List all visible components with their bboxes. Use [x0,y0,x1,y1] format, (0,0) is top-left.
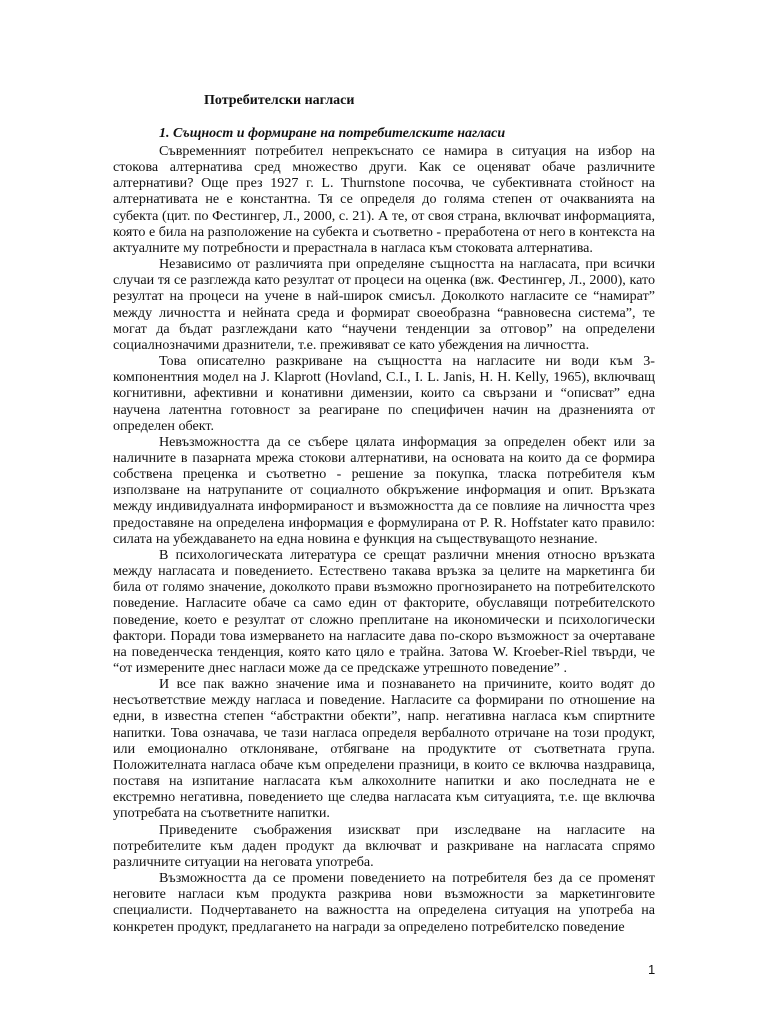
section-heading: 1. Същност и формиране на потребителските нагласи [159,126,506,141]
paragraph: Това описателно разкриване на същността на нагласите ни води към 3-компонентния модел на J. Klaprott (Hovland, C.I., I. L. Janis, H. H. Kelly, 1965), включващ когнитивни, афективни и конативни димензии, които са свързани и “описват” една научена латентна готовност за реагиране по специфичен начин на дразненията от определен обект. [113,353,655,434]
paragraph: Приведените съображения изискват при изследване на нагласите на потребителите към даден продукт да включват и разкриване на нагласата спрямо различните ситуации на неговата употреба. [113,821,655,870]
paragraph: Възможността да се промени поведението на потребителя без да се променят неговите нагласи към продукта разкрива нови възможности за маркетинговите специалисти. Подчертаването на важността на определена ситуация на употреба на конкретен продукт, предлагането на награди за определено потребителско поведение [113,870,655,935]
paragraph: В психологическата литература се срещат различни мнения относно връзката между нагласата и поведението. Естествено такава връзка за целите на маркетинга би била от голямо значение, доколкото прави възможно прогнозирането на потребителското поведение. Нагласите обаче са само един от факторите, обуславящи потребителското поведение, което е резултат от сложно преплитане на икономически и психологически фактори. Поради това измерването на нагласите дава по-скоро възможност за очертаване на поведенческа тенденция, която като цяло е трайна. Затова W. Kroeber-Riel твърди, че “от измерените днес нагласи може да се предскаже утрешното поведение” . [113,546,655,676]
body-text [113,143,655,935]
paragraph: И все пак важно значение има и познаването на причините, които водят до несъответствие между нагласа и поведение. Нагласите са формирани по отношение на едни, в известна степен “абстрактни обекти”, напр. негативна нагласа към спиртните напитки. Това означава, че тази нагласа определя вербалното отричане на този продукт, или емоционално отклоняване, отбягване на продуктите от съответната група. Положителната нагласа обаче към определени празници, в които се включва наздравица, поставя на изпитание нагласата към алкохолните напитки и ако последната не е екстремно негативна, поведението ще следва нагласата към ситуацията, т.е. ще включва употребата на съответните напитки. [113,676,655,822]
document-title: Потребителски нагласи [204,93,355,108]
paragraph: Независимо от различията при определяне същността на нагласата, при всички случаи тя се разглежда като резултат от процеси на оценка (вж. Фестингер, Л., 2000), като резултат на процеси на учене в най-широк смисъл. Доколкото нагласите се “намират” между личността и нейната среда и формират своеобразна “равновесна система”, те могат да бъдат разглеждани като “научени тенденции за отговор” на определени социалнозначими дразнители, т.е. преживяват се като убеждения на личността. [113,256,655,353]
paragraph: Невъзможността да се събере цялата информация за определен обект или за наличните в пазарната мрежа стокови алтернативи, на основата на които да се формира собствена преценка и съответно - решение за покупка, тласка потребителя към използване на натрупаните от социалното обкръжение информация и опит. Връзката между индивидуалната информираност и възможността да се повлияе на личността чрез предоставяне на определена информация е формулирана от P. R. Hoffstater като правило: силата на убеждаването на една новина е функция на съществуващото незнание. [113,433,655,547]
page-number: 1 [648,962,656,977]
paragraph: Съвременният потребител непрекъснато се намира в ситуация на избор на стокова алтернатива сред множество други. Как се оценяват обаче различните алтернативи? Още през 1927 г. L. Thurnstone посочва, че субективната стойност на алтернативата не е константна. Тя се определя до голяма степен от очакванията на субекта (цит. по Фестингер, Л., 2000, с. 21). А те, от своя страна, включват информацията, която е била на разположение на субекта и съответно - преработена от него в контекста на актуалните му потребности и прерастнала в нагласа към стоковата алтернатива. [113,143,655,256]
